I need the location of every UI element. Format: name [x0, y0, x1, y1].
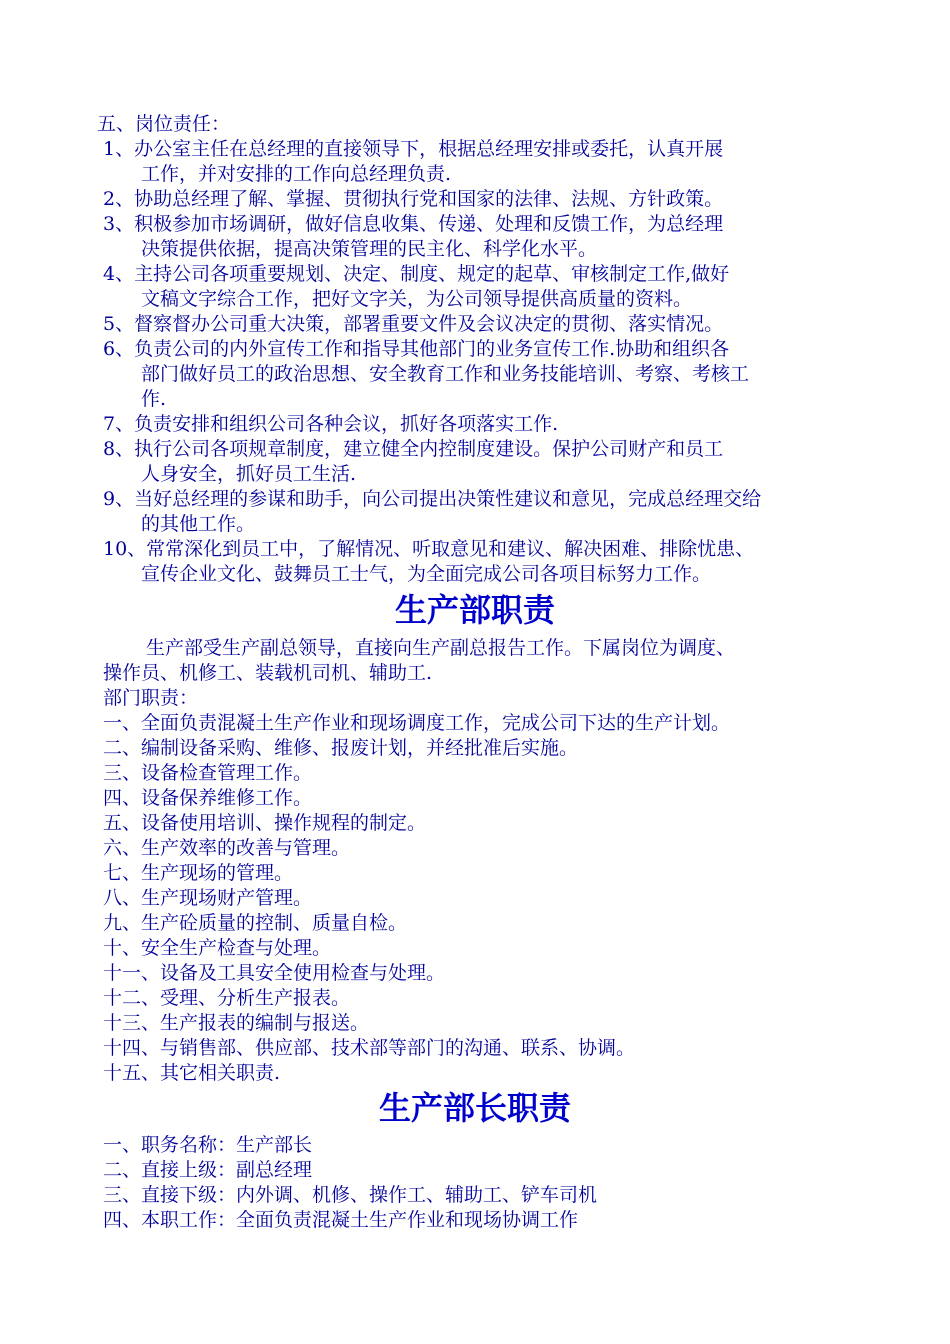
list-item: 7、负责安排和组织公司各种会议，抓好各项落实工作. [103, 413, 559, 435]
list-item: 三、直接下级：内外调、机修、操作工、辅助工、铲车司机 [103, 1184, 598, 1206]
list-item: 4、主持公司各项重要规划、决定、制度、规定的起草、审核制定工作,做好 [103, 263, 730, 285]
list-item: 一、全面负责混凝土生产作业和现场调度工作，完成公司下达的生产计划。 [103, 712, 731, 734]
list-item: 四、本职工作：全面负责混凝土生产作业和现场协调工作 [103, 1209, 579, 1231]
list-item: 十三、生产报表的编制与报送。 [103, 1012, 370, 1034]
list-item: 3、积极参加市场调研，做好信息收集、传递、处理和反馈工作，为总经理 [103, 213, 724, 235]
list-item: 四、设备保养维修工作。 [103, 787, 313, 809]
list-item-continuation: 决策提供依据，提高决策管理的民主化、科学化水平。 [141, 238, 598, 260]
section-heading: 生产部长职责 [378, 1089, 571, 1127]
list-item: 2、协助总经理了解、掌握、贯彻执行党和国家的法律、法规、方针政策。 [103, 188, 724, 210]
section-title: 五、岗位责任： [97, 113, 231, 135]
list-item: 十一、设备及工具安全使用检查与处理。 [103, 962, 446, 984]
list-item: 七、生产现场的管理。 [103, 862, 294, 884]
list-item: 9、当好总经理的参谋和助手，向公司提出决策性建议和意见，完成总经理交给 [103, 488, 762, 510]
list-item: 二、编制设备采购、维修、报废计划，并经批准后实施。 [103, 737, 579, 759]
list-item-continuation: 文稿文字综合工作，把好文字关，为公司领导提供高质量的资料。 [141, 288, 693, 310]
list-item: 1、办公室主任在总经理的直接领导下，根据总经理安排或委托，认真开展 [103, 138, 724, 160]
list-item: 8、执行公司各项规章制度，建立健全内控制度建设。保护公司财产和员工 [103, 438, 724, 460]
list-item: 六、生产效率的改善与管理。 [103, 837, 351, 859]
list-item: 十二、受理、分析生产报表。 [103, 987, 351, 1009]
list-item: 八、生产现场财产管理。 [103, 887, 313, 909]
list-item: 6、负责公司的内外宣传工作和指导其他部门的业务宣传工作.协助和组织各 [103, 338, 730, 360]
list-item: 三、设备检查管理工作。 [103, 762, 313, 784]
section-subtitle: 部门职责： [103, 687, 199, 709]
intro-paragraph: 生产部受生产副总领导，直接向生产副总报告工作。下属岗位为调度、 [146, 637, 736, 659]
list-item-continuation: 人身安全，抓好员工生活. [141, 463, 357, 485]
list-item-continuation: 部门做好员工的政治思想、安全教育工作和业务技能培训、考察、考核工 [141, 363, 750, 385]
list-item: 九、生产砼质量的控制、质量自检。 [103, 912, 408, 934]
list-item-continuation: 的其他工作。 [141, 513, 256, 535]
list-item-continuation: 工作，并对安排的工作向总经理负责. [141, 163, 452, 185]
list-item-continuation: 作. [141, 388, 167, 410]
list-item-continuation: 宣传企业文化、鼓舞员工士气，为全面完成公司各项目标努力工作。 [141, 563, 712, 585]
section-heading: 生产部职责 [394, 591, 555, 629]
list-item: 五、设备使用培训、操作规程的制定。 [103, 812, 427, 834]
list-item: 10、常常深化到员工中，了解情况、听取意见和建议、解决困难、排除忧患、 [103, 538, 755, 560]
list-item: 5、督察督办公司重大决策，部署重要文件及会议决定的贯彻、落实情况。 [103, 313, 724, 335]
list-item: 一、职务名称：生产部长 [103, 1134, 313, 1156]
list-item: 十五、其它相关职责. [103, 1062, 281, 1084]
intro-paragraph-continuation: 操作员、机修工、装载机司机、辅助工. [103, 662, 433, 684]
list-item: 二、直接上级：副总经理 [103, 1159, 313, 1181]
list-item: 十、安全生产检查与处理。 [103, 937, 332, 959]
list-item: 十四、与销售部、供应部、技术部等部门的沟通、联系、协调。 [103, 1037, 636, 1059]
